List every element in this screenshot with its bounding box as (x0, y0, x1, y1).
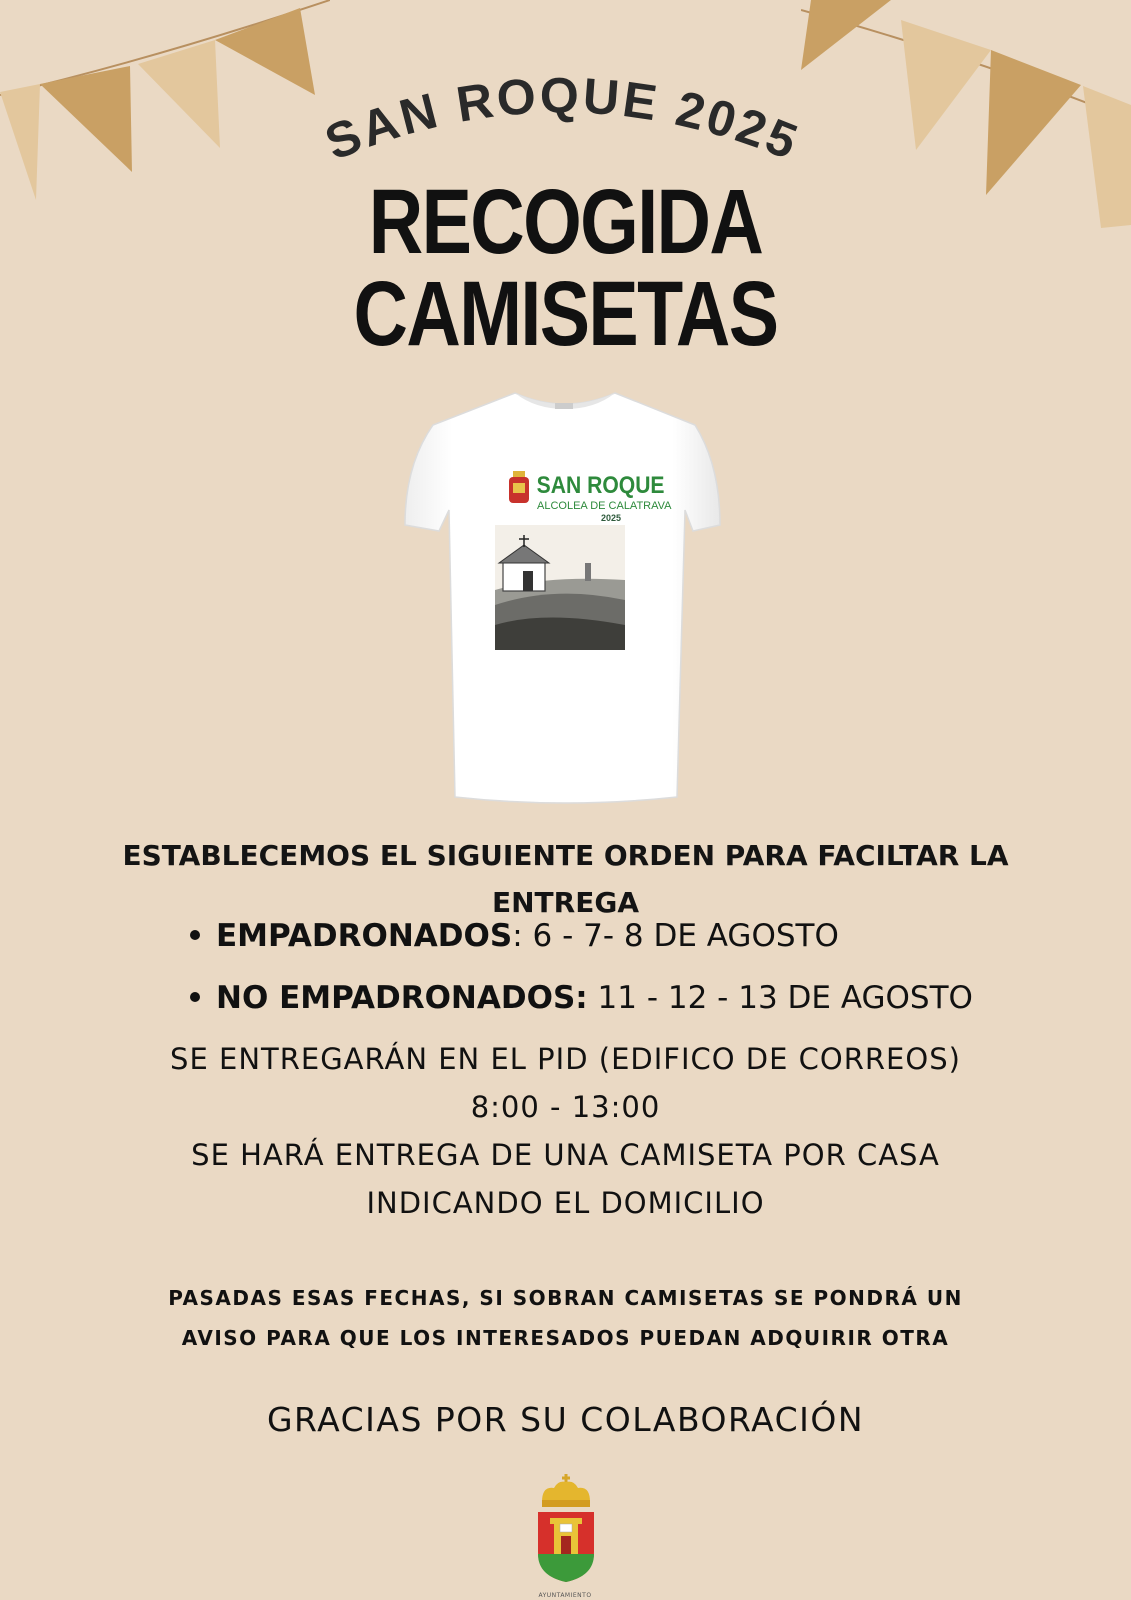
title-line-1: RECOGIDA (368, 171, 763, 273)
town-crest-icon (528, 1474, 604, 1592)
notice-line-1: PASADAS ESAS FECHAS, SI SOBRAN CAMISETAS SE PONDRÁ UN (168, 1286, 963, 1310)
thanks-text: GRACIAS POR SU COLABORACIÓN (266, 1400, 865, 1439)
delivery-rule-text: SE HARÁ ENTREGA DE UNA CAMISETA POR CASA (191, 1138, 940, 1172)
date-label: NO EMPADRONADOS: (216, 980, 588, 1016)
tshirt-image (395, 385, 735, 815)
arc-title-text: SAN ROQUE 2025 (317, 67, 808, 172)
notice-line-2: AVISO PARA QUE LOS INTERESADOS PUEDAN ADQUIRIR OTRA (181, 1326, 950, 1350)
shirt-artwork (495, 525, 625, 650)
shirt-logo-subtitle: ALCOLEA DE CALATRAVA (537, 500, 672, 512)
delivery-rule-text-2: INDICANDO EL DOMICILIO (366, 1186, 765, 1220)
hours-text: 8:00 - 13:00 (470, 1090, 661, 1124)
date-value: : 6 - 7- 8 DE AGOSTO (512, 918, 839, 954)
crest-caption-1: AYUNTAMIENTO (538, 1592, 592, 1599)
bullet-icon (190, 992, 200, 1002)
svg-text:SAN ROQUE 2025 (317, 67, 807, 171)
list-item (190, 980, 973, 1016)
date-value: 11 - 12 - 13 DE AGOSTO (587, 980, 973, 1016)
date-label: EMPADRONADOS (216, 918, 513, 954)
bullet-icon (190, 930, 200, 940)
shirt-logo-year: 2025 (600, 513, 621, 523)
list-item (190, 918, 839, 954)
title-line-2: CAMISETAS (353, 263, 778, 365)
order-heading: ESTABLECEMOS EL SIGUIENTE ORDEN PARA FACILTAR LA ENTREGA (122, 839, 1009, 919)
location-text: SE ENTREGARÁN EN EL PID (EDIFICO DE CORREOS) (170, 1042, 961, 1076)
shirt-logo-title: SAN ROQUE (536, 471, 665, 499)
